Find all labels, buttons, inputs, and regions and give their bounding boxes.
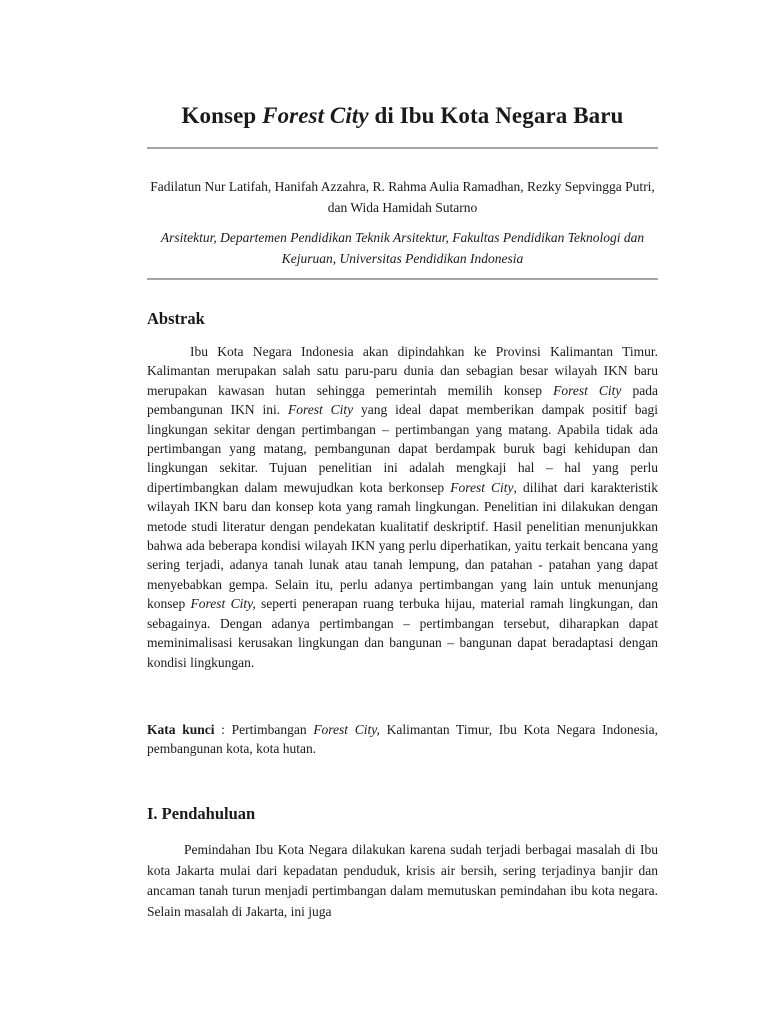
abstract-emphasis: Forest City <box>450 479 514 495</box>
abstract-text: Ibu Kota Negara Indonesia akan dipindahkan ke Provinsi Kalimantan Timur. Kalimantan merupakan salah satu paru-paru dunia dan sebagian besar wilayah IKN baru merupakan kawasan hutan sehingga pemerintah memilih konsep <box>147 344 658 398</box>
abstract-text: yang ideal dapat memberikan dampak positif bagi lingkungan sekitar dengan pertimbangan – pertimbangan yang matang. Apabila tidak ada pertimbangan yang matang, pembangunan dapat berdampak buruk bagi kehidupan dan lingkungan sekitar. Tujuan penelitian ini adalah mengkaji hal – hal yang perlu dipertimbangkan dalam mewujudkan kota berkonsep <box>147 402 658 495</box>
affiliation: Arsitektur, Departemen Pendidikan Teknik Arsitektur, Fakultas Pendidikan Teknologi dan Kejuruan, Universitas Pendidikan Indonesia <box>160 230 645 266</box>
abstract-text: pada pembangunan IKN ini. <box>147 382 659 418</box>
paper-title <box>137 103 668 129</box>
keywords-emphasis: Forest City, <box>313 722 380 737</box>
abstract-emphasis: Forest City <box>288 402 354 418</box>
author-list: Fadilatun Nur Latifah, Hanifah Azzahra, R. Rahma Aulia Ramadhan, Rezky Sepvingga Putri, dan Wida Hamidah Sutarno <box>150 179 655 215</box>
abstract-text: seperti penerapan ruang terbuka hijau, material ramah lingkungan, dan sebagainya. Dengan adanya pertimbangan – pertimbangan tersebut, diharapkan dapat meminimalisasi kerusakan lingkungan dan bangunan – bangunan dapat beradaptasi dengan kondisi lingkungan. <box>147 596 658 670</box>
keywords-rest: Kalimantan Timur, Ibu Kota Negara Indonesia, pembangunan kota, kota hutan. <box>147 722 659 757</box>
section-heading-pendahuluan: I. Pendahuluan <box>147 804 256 823</box>
title-divider <box>147 147 658 149</box>
abstract-emphasis: Forest City, <box>190 596 256 612</box>
title-italic: Forest City <box>262 103 369 128</box>
title-prefix: Konsep <box>181 103 263 128</box>
abstract-body <box>147 342 658 672</box>
abstract-text: , dilihat dari karakteristik wilayah IKN baru dan konsep kota yang ramah lingkungan. Penelitian ini dilakukan dengan metode studi literatur dengan pendekatan kualitatif deskriptif. Hasil penelitian menunjukkan bahwa ada beberapa kondisi wilayah IKN yang perlu diperhatikan, yaitu terkait bencana yang sering terjadi, adanya tanah lunak atau tanah lempung, dan patahan - patahan yang dapat menyebabkan gempa. Selain itu, perlu adanya pertimbangan yang lain untuk menunjang konsep <box>147 479 659 612</box>
title-suffix: di Ibu Kota Negara Baru <box>368 103 624 128</box>
section-body-pendahuluan: Pemindahan Ibu Kota Negara dilakukan karena sudah terjadi berbagai masalah di Ibu kota Jakarta mulai dari kepadatan penduduk, krisis air bersih, sering terjadinya banjir dan ancaman tanah turun menjadi pertimbangan dalam memutuskan pemindahan ibu kota negara. Selain masalah di Jakarta, ini juga <box>147 842 658 919</box>
abstract-emphasis: Forest City <box>553 382 622 398</box>
keywords-separator: : Pertimbangan <box>214 722 314 737</box>
abstract-heading: Abstrak <box>147 309 205 328</box>
header-divider <box>147 278 658 280</box>
keywords-label: Kata kunci <box>147 722 215 737</box>
keywords <box>147 720 658 759</box>
